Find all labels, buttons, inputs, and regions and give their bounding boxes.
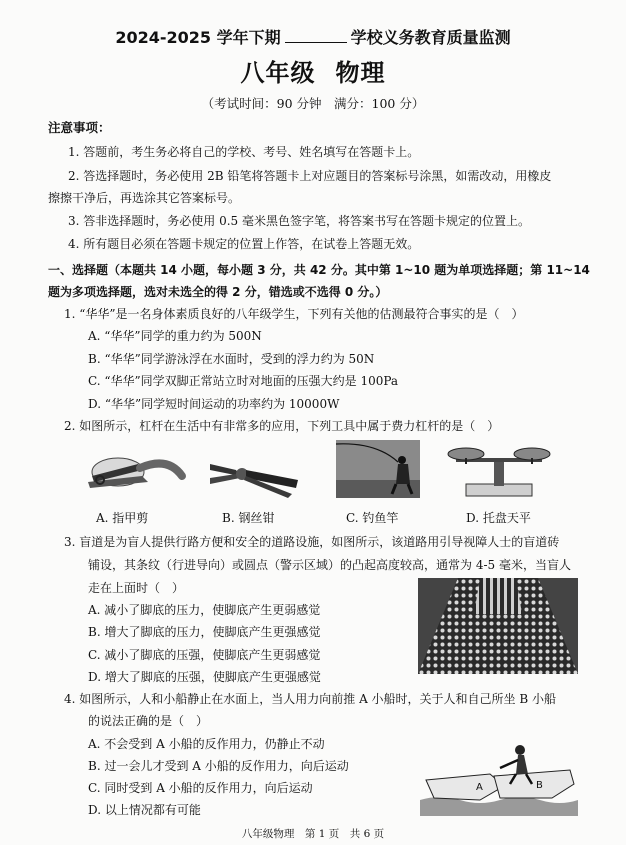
q3-option-d: D. 增大了脚底的压强，使脚底产生更强感觉 xyxy=(88,670,321,684)
q1-option-d: D. “华华”同学短时间运动的功率约为 10000W xyxy=(88,397,340,411)
q4-option-c: C. 同时受到 A 小船的反作用力，向后运动 xyxy=(88,781,313,795)
nail-clipper-icon xyxy=(78,446,188,502)
q4-stem-line-2: 的说法正确的是（ ） xyxy=(88,714,209,728)
fishing-rod-photo xyxy=(336,440,420,498)
q2-option-c: C. 钓鱼竿 xyxy=(346,511,399,525)
page-title xyxy=(0,58,626,88)
q1-option-c: C. “华华”同学双脚正常站立时对地面的压强大约是 100Pa xyxy=(88,374,399,388)
q3-option-b: B. 增大了脚底的压力，使脚底产生更强感觉 xyxy=(88,625,321,639)
title-subject: 物理 xyxy=(335,59,386,87)
section-1-heading: 一、选择题（本题共 14 小题，每小题 3 分，共 42 分。其中第 1~10 题为单项选择题；第 11~14 xyxy=(48,263,590,277)
q1-stem: 1. “华华”是一名身体素质良好的八年级学生，下列有关他的估测最符合事实的是（ ） xyxy=(64,307,524,321)
q4-option-a: A. 不会受到 A 小船的反作用力，仍静止不动 xyxy=(88,737,325,751)
notice-item-3: 3. 答非选择题时，务必使用 0.5 毫米黑色签字笔，将答案书写在答题卡规定的位置上。 xyxy=(68,214,530,228)
section-1-heading-cont: 题为多项选择题，选对未选全的得 2 分，错选或不选得 0 分。） xyxy=(48,285,388,299)
q3-stem-line-3: 走在上面时（ ） xyxy=(88,581,185,595)
balance-scale-icon xyxy=(446,440,552,498)
q4-option-b: B. 过一会儿才受到 A 小船的反作用力，向后运动 xyxy=(88,759,349,773)
notice-heading: 注意事项： xyxy=(48,120,111,135)
q2-option-a: A. 指甲剪 xyxy=(96,511,149,525)
q3-stem-line-2: 铺设，其条纹（行进导向）或圆点（警示区域）的凸起高度较高，通常为 4-5 毫米，当盲人 xyxy=(88,558,571,572)
wire-pliers-icon xyxy=(206,450,302,500)
q3-option-a: A. 减小了脚底的压力，使脚底产生更弱感觉 xyxy=(88,603,321,617)
boat-label-b: B xyxy=(536,780,543,791)
title-grade: 八年级 xyxy=(240,59,316,87)
q3-stem-line-1: 3. 盲道是为盲人提供行路方便和安全的道路设施，如图所示，该道路用引导视障人士的盲道砖 xyxy=(64,535,560,549)
q1-option-b: B. “华华”同学游泳浮在水面时，受到的浮力约为 50N xyxy=(88,352,375,366)
q1-option-a: A. “华华”同学的重力约为 500N xyxy=(88,329,262,343)
q2-option-d: D. 托盘天平 xyxy=(466,511,531,525)
exam-year-term: 2024-2025 学年下期 xyxy=(115,28,281,47)
exam-name: 学校义务教育质量监测 xyxy=(350,28,511,47)
q2-stem: 2. 如图所示，杠杆在生活中有非常多的应用，下列工具中属于费力杠杆的是（ ） xyxy=(64,419,500,433)
q4-option-d: D. 以上情况都有可能 xyxy=(88,803,201,817)
boat-label-a: A xyxy=(476,782,483,793)
q2-option-b: B. 钢丝钳 xyxy=(222,511,275,525)
notice-item-1: 1. 答题前，考生务必将自己的学校、考号、姓名填写在答题卡上。 xyxy=(68,145,420,159)
page-footer: 八年级物理 第 1 页 共 6 页 xyxy=(241,828,385,840)
notice-item-2-cont: 擦擦干净后，再选涂其它答案标号。 xyxy=(48,191,241,205)
tactile-paving-photo xyxy=(418,578,578,674)
notice-item-2: 2. 答选择题时，务必使用 2B 铅笔将答题卡上对应题目的答案标号涂黑，如需改动，用橡皮 xyxy=(68,169,552,183)
exam-subtitle: （考试时间：90 分钟 满分：100 分） xyxy=(201,96,425,111)
boats-illustration xyxy=(420,740,578,816)
q3-option-c: C. 减小了脚底的压强，使脚底产生更弱感觉 xyxy=(88,648,321,662)
school-blank xyxy=(285,30,347,43)
exam-header-line xyxy=(0,30,626,46)
q4-stem-line-1: 4. 如图所示，人和小船静止在水面上，当人用力向前推 A 小船时，关于人和自己所坐 B 小船 xyxy=(64,692,557,706)
notice-item-4: 4. 所有题目必须在答题卡规定的位置上作答，在试卷上答题无效。 xyxy=(68,237,420,251)
